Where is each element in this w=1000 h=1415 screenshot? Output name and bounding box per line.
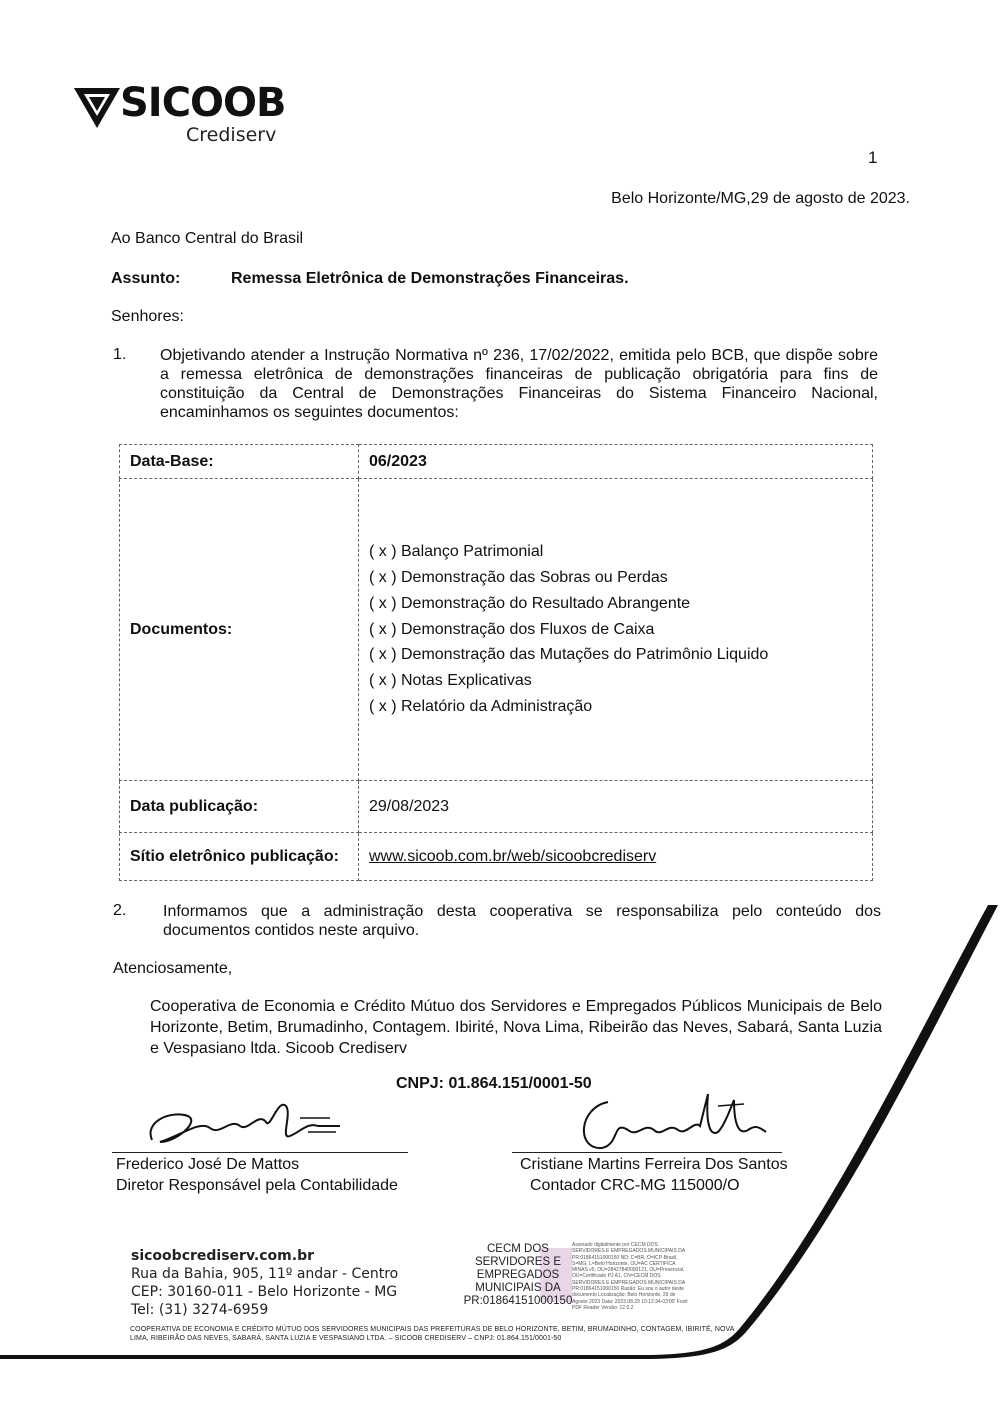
page-number: 1 — [868, 148, 878, 167]
list-item: ( x ) Balanço Patrimonial — [369, 543, 544, 561]
pubdate-value: 29/08/2023 — [359, 781, 873, 833]
stamp-line: SERVIDORES E — [474, 1256, 562, 1268]
closing: Atenciosamente, — [113, 960, 233, 977]
right-signer-name: Cristiane Martins Ferreira Dos Santos — [520, 1156, 788, 1173]
list-item: ( x ) Demonstração das Mutações do Patrimônio Liquido — [369, 646, 769, 664]
site-link[interactable]: www.sicoob.com.br/web/sicoobcrediserv — [369, 847, 657, 865]
footer-phone: Tel: (31) 3274-6959 — [131, 1302, 269, 1318]
salutation: Senhores: — [111, 308, 184, 325]
stamp-line: CECM DOS — [487, 1243, 549, 1255]
site-label: Sítio eletrônico publicação: — [120, 833, 359, 881]
footer-contact — [131, 1247, 398, 1319]
subject-text: Remessa Eletrônica de Demonstrações Financeiras. — [231, 270, 629, 287]
list-item: ( x ) Demonstração das Sobras ou Perdas — [369, 569, 668, 586]
database-label: Data-Base: — [120, 445, 359, 479]
list-item: ( x ) Relatório da Administração — [369, 697, 593, 715]
stamp-metadata: Assinado digitalmente por CECM DOS SERVIDORES E EMPREGADOS MUNICIPAIS DA PR:01864151000150 ND: C=BR, O=ICP-Brasil, S=MG, L=Belo Horizonte, OU=AC CERTIFICA MINAS v5, OU=28427840000121, OU=Presencial, OU=Certificado PJ A1, CN=CECM DOS SERVIDORES E EMPREGADOS MUNICIPAIS DA PR:01864151000150 Razão: Eu sou o autor deste documento Localização: Belo Horizonte, 29 de Agosto 2023 Data: 2023.08.29 10:12:34-03'00' Foxit PDF Reader Versão: 12.0.2 — [572, 1242, 688, 1311]
list-item: ( x ) Demonstração do Resultado Abrangente — [369, 594, 691, 612]
stamp-line: MUNICIPAIS DA — [475, 1282, 561, 1294]
paragraph-2-number: 2. — [113, 902, 127, 919]
footer-address-line2: CEP: 30160-011 - Belo Horizonte - MG — [131, 1284, 398, 1300]
logo-wordmark: SICOOB — [120, 80, 286, 126]
paragraph-1-number: 1. — [113, 346, 127, 363]
stamp-line: EMPREGADOS — [476, 1269, 560, 1281]
cooperative-name: Cooperativa de Economia e Crédito Mútuo dos Servidores e Empregados Públicos Municipais de Belo Horizonte, Betim, Brumadinho, Contagem. Ibirité, Nova Lima, Ribeirão das Neves, Sabará, Santa Luzia e Vespasiano ltda. Sicoob Crediserv — [150, 998, 882, 1057]
paragraph-2: Informamos que a administração desta cooperativa se responsabiliza pelo conteúdo dos documentos contidos neste arquivo. — [163, 903, 881, 939]
stamp-line: PR:01864151000150 — [463, 1295, 573, 1307]
list-item: ( x ) Demonstração dos Fluxos de Caixa — [369, 620, 655, 638]
paragraph-1: Objetivando atender a Instrução Normativa nº 236, 17/02/2022, emitida pelo BCB, que dispõe sobre a remessa eletrônica de demonstrações financeiras de publicação obrigatória para fins de constituição da Central de Demonstrações Financeiras do Sistema Financeiro Nacional, encaminhamos os seguintes documentos: — [160, 347, 878, 421]
database-value: 06/2023 — [359, 445, 873, 479]
footer-address-line1: Rua da Bahia, 905, 11º andar - Centro — [131, 1266, 399, 1282]
documents-label: Documentos: — [120, 479, 359, 781]
list-item: ( x ) Notas Explicativas — [369, 672, 532, 690]
left-signer-name: Frederico José De Mattos — [116, 1156, 300, 1173]
letter-date: Belo Horizonte/MG,29 de agosto de 2023. — [611, 190, 910, 207]
right-signer-role: Contador CRC-MG 115000/O — [530, 1177, 740, 1194]
cnpj: CNPJ: 01.864.151/0001-50 — [396, 1075, 592, 1092]
footer-website: sicoobcrediserv.com.br — [131, 1248, 314, 1264]
left-signer-role: Diretor Responsável pela Contabilidade — [116, 1177, 398, 1194]
pubdate-label: Data publicação: — [120, 781, 359, 833]
footer-fine-print: COOPERATIVA DE ECONOMIA E CRÉDITO MÚTUO DOS SERVIDORES MUNICIPAIS DAS PREFEITURAS DE BELO HORIZONTE, BETIM, BRUMADINHO, CONTAGEM, IBIRITÉ, NOVA LIMA, RIBEIRÃO DAS NEVES, SABARÁ, SANTA LUZIA E VESPASIANO LTDA. – SICOOB CREDISERV – CNPJ: 01.864.151/0001-50 — [130, 1326, 735, 1342]
digital-signature-stamp — [458, 1243, 578, 1308]
subject-label: Assunto: — [111, 270, 181, 287]
recipient: Ao Banco Central do Brasil — [111, 230, 304, 247]
logo-subtitle: Crediserv — [186, 124, 277, 146]
